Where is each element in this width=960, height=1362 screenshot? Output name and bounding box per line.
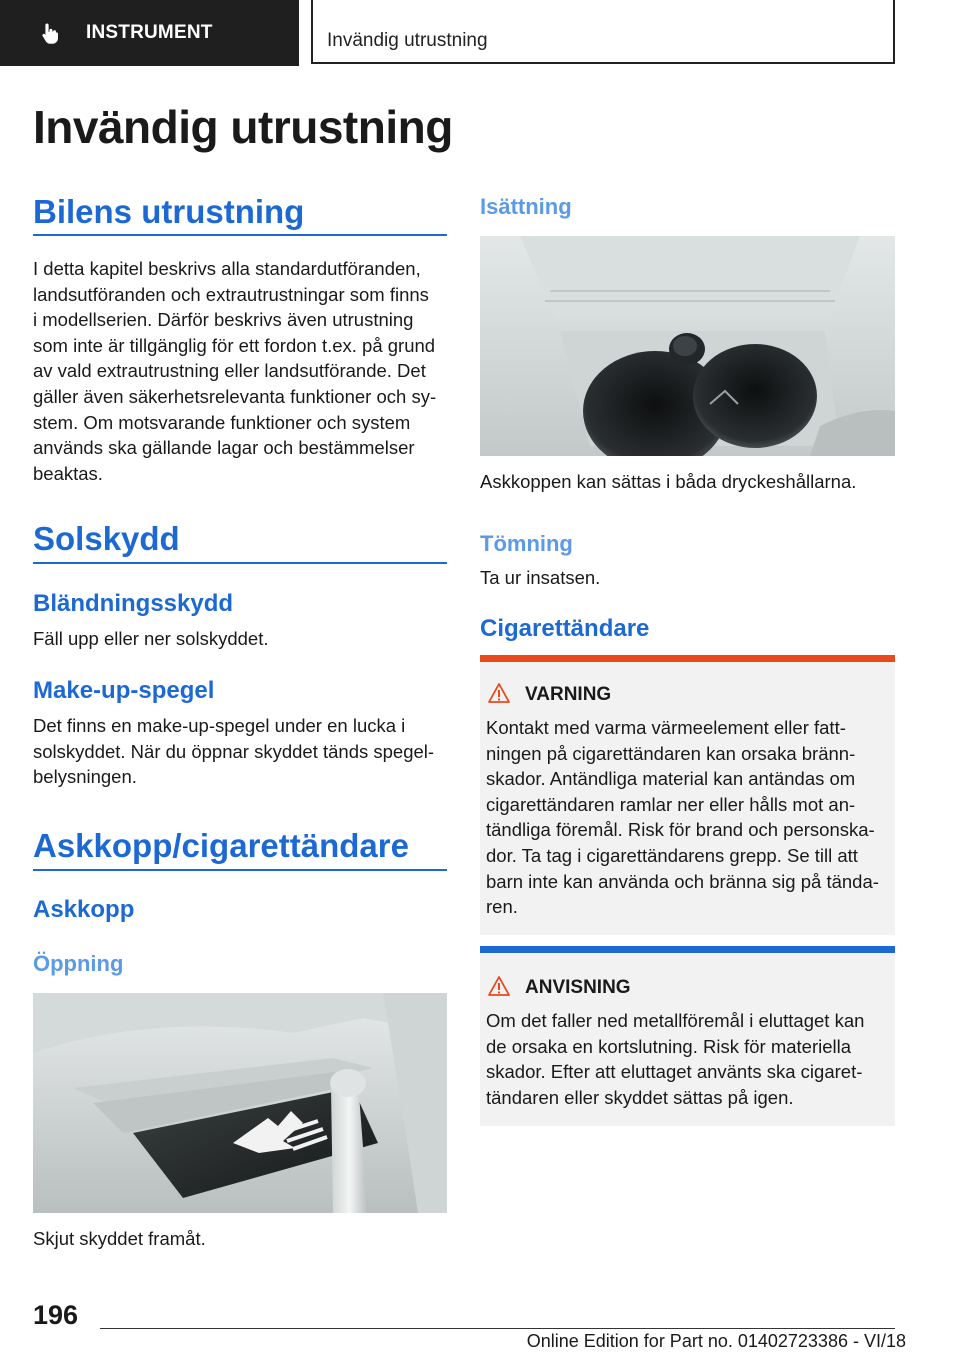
page-header (0, 0, 960, 66)
oppning-caption: Skjut skyddet framåt. (33, 1228, 206, 1249)
isattning-caption: Askkoppen kan sättas i båda dryckeshållarna. (480, 471, 857, 492)
hand-pointer-icon (38, 21, 62, 45)
section-tab-label: INSTRUMENT (86, 22, 213, 43)
heading-isattning: Isättning (480, 194, 572, 219)
footer-edition: Online Edition for Part no. 01402723386 - VI/18 (526, 1331, 906, 1351)
section-tab[interactable] (0, 0, 299, 66)
tomning-text: Ta ur insatsen. (480, 567, 601, 588)
notice-box (480, 946, 895, 1126)
blandningsskydd-text: Fäll upp eller ner solskyddet. (33, 628, 269, 649)
warning-box (480, 655, 895, 935)
heading-tomning: Tömning (480, 531, 573, 556)
page-number: 196 (33, 1300, 79, 1330)
chapter-tab[interactable] (311, 0, 895, 64)
heading-askkopp-cigarettandare: Askkopp/cigarettändare (33, 827, 409, 864)
heading-cigarettandare: Cigarettändare (480, 615, 650, 642)
footer-rule (100, 1328, 895, 1329)
make-up-spegel-text: Det finns en make-up-spegel under en lucka i solskyddet. När du öppnar skyddet tänds spegel‐ belysningen. (33, 715, 435, 788)
heading-blandningsskydd: Bländningsskydd (33, 590, 234, 617)
page-title: Invändig utrustning (33, 101, 453, 153)
heading-make-up-spegel: Make-up-spegel (33, 677, 215, 704)
heading-solskydd: Solskydd (33, 520, 180, 557)
notice-text: Om det faller ned metallföremål i eluttaget kan de orsaka en kortslutning. Risk för materiella skador. Efter att eluttaget använts ska cigaret‐ tändaren eller skyddet sättas på igen. (486, 1010, 865, 1108)
warning-bar (480, 655, 895, 662)
heading-askkopp: Askkopp (33, 896, 135, 923)
chapter-tab-label: Invändig utrustning (327, 30, 488, 51)
notice-triangle-icon (488, 976, 510, 996)
notice-title: ANVISNING (525, 977, 631, 998)
heading-bilens-utrustning: Bilens utrustning (33, 193, 305, 230)
bilens-paragraph: I detta kapitel beskrivs alla standardutföranden, landsutföranden och extrautrustningar som finns i modellserien. Därför beskrivs även utrustning som inte är tillgänglig för ett fordon t.ex. på grund av vald extrautrustning eller landsutförande. Det gäller även säkerhetsrelevanta funktioner och sy‐ stem. Om motsvarande funktioner och system används ska gällande lagar och bestämmelser beaktas. (33, 258, 437, 484)
warning-triangle-icon (488, 683, 510, 703)
ashtray-insertion-illustration (480, 236, 895, 456)
heading-oppning: Öppning (33, 951, 124, 976)
warning-title: VARNING (525, 684, 612, 705)
heading-rule (33, 562, 447, 564)
ashtray-opening-illustration (33, 993, 447, 1213)
heading-rule (33, 869, 447, 871)
notice-bar (480, 946, 895, 953)
heading-rule (33, 234, 447, 236)
warning-text: Kontakt med varma värmeelement eller fatt‐ ningen på cigarettändaren kan orsaka bränn‐ skador. Antändliga material kan antändas om cigarettändaren ramlar ner eller hålls mot an‐ tändliga föremål. Risk för brand och personska‐ dor. Ta tag i cigarettändarens grepp. Se till att barn inte kan använda och bränna sig på tända‐ ren. (486, 717, 879, 918)
